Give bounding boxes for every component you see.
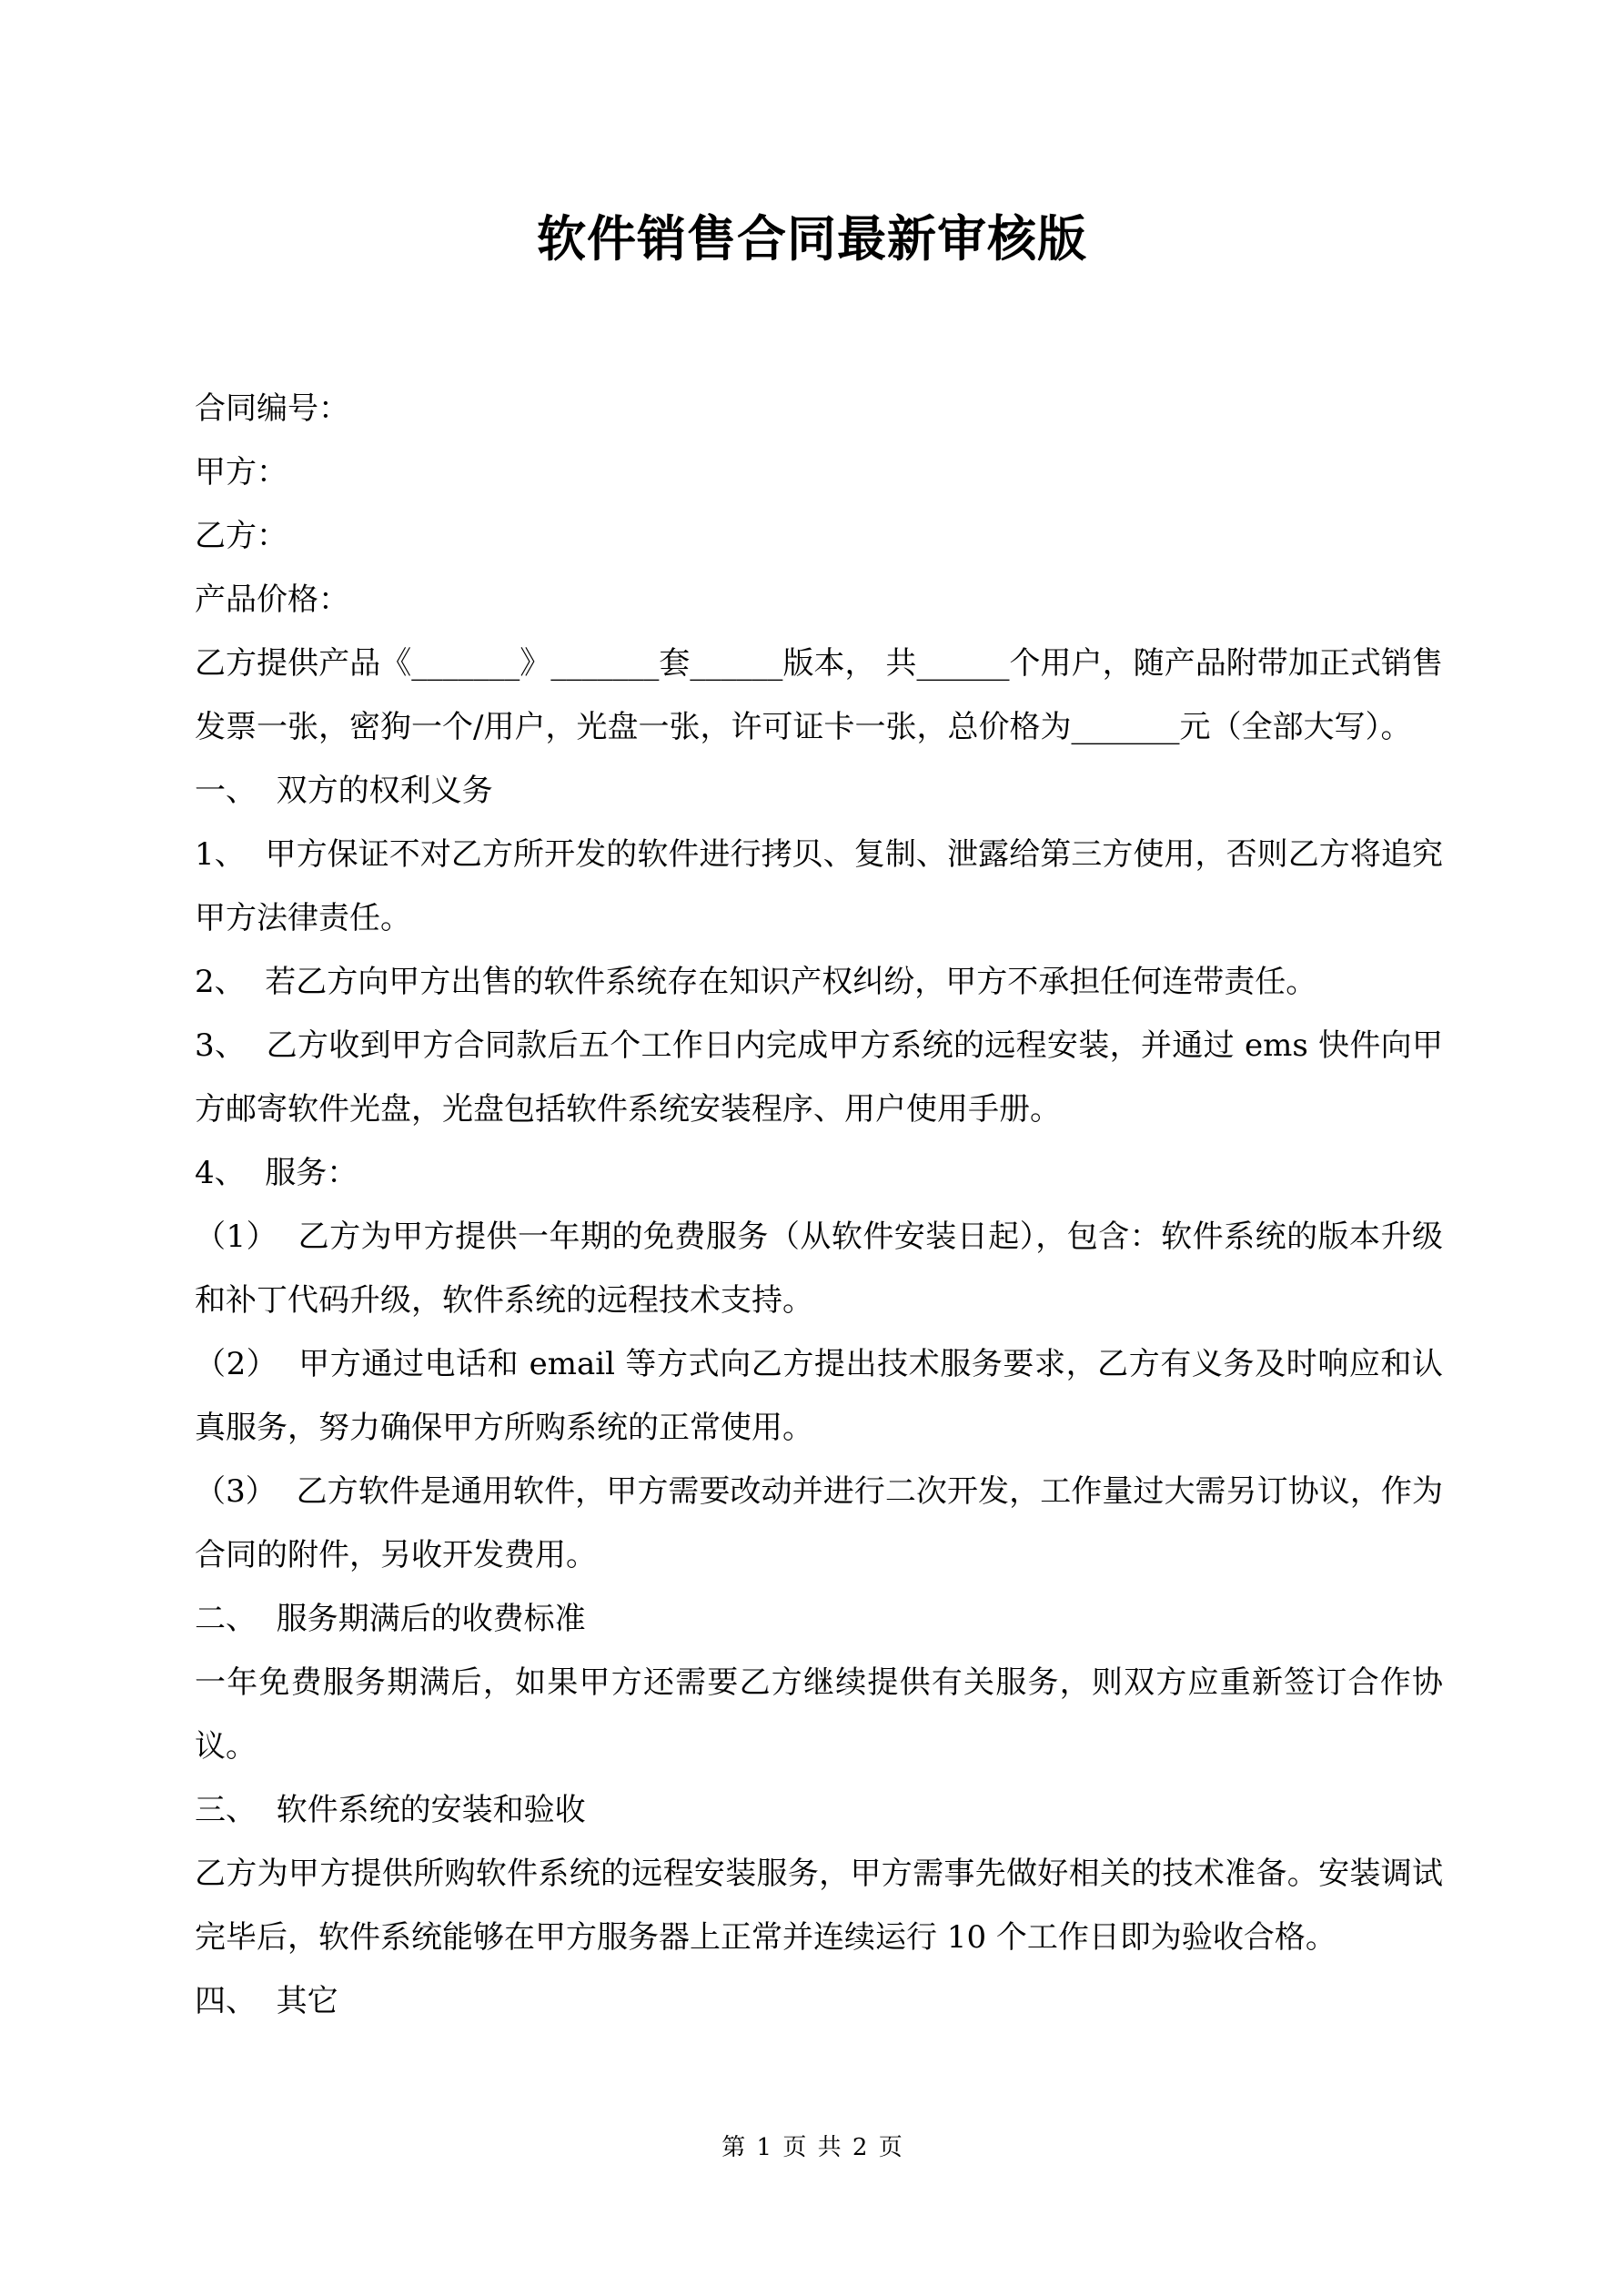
clause-1: 1、 甲方保证不对乙方所开发的软件进行拷贝、复制、泄露给第三方使用，否则乙方将追究甲方法律责任。 — [195, 836, 1443, 936]
service-item-1: （1） 乙方为甲方提供一年期的免费服务（从软件安装日起），包含：软件系统的版本升级和补丁代码升级，软件系统的远程技术支持。 — [195, 1219, 1443, 1319]
service-item-3: （3） 乙方软件是通用软件，甲方需要改动并进行二次开发，工作量过大需另订协议，作为合同的附件，另收开发费用。 — [195, 1473, 1443, 1573]
section-heading-fees: 二、 服务期满后的收费标准 — [195, 1601, 586, 1637]
contract-body — [195, 377, 1443, 2033]
party-a-line: 甲方： — [195, 454, 287, 491]
fees-paragraph: 一年免费服务期满后，如果甲方还需要乙方继续提供有关服务，则双方应重新签订合作协议。 — [195, 1664, 1443, 1765]
contract-number-line: 合同编号： — [195, 390, 349, 427]
document-title: 软件销售合同最新审核版 — [537, 210, 1087, 268]
product-price-line: 产品价格： — [195, 582, 349, 618]
party-b-line: 乙方： — [195, 518, 287, 554]
page-footer: 第 1 页 共 2 页 — [721, 2134, 903, 2161]
clause-2: 2、 若乙方向甲方出售的软件系统存在知识产权纠纷，甲方不承担任何连带责任。 — [195, 964, 1317, 1000]
section-heading-other: 四、 其它 — [195, 1983, 338, 2019]
section-heading-installation: 三、 软件系统的安装和验收 — [195, 1792, 586, 1828]
section-heading-rights: 一、 双方的权利义务 — [195, 773, 493, 809]
service-item-2: （2） 甲方通过电话和 email 等方式向乙方提出技术服务要求，乙方有义务及时响应和认真服务，努力确保甲方所购系统的正常使用。 — [195, 1346, 1443, 1446]
product-description-paragraph: 乙方提供产品《_______》_______套______版本， 共______个用户，随产品附带加正式销售发票一张，密狗一个/用户，光盘一张，许可证卡一张，总价格为_______元（全部大写）。 — [195, 645, 1443, 745]
installation-paragraph: 乙方为甲方提供所购软件系统的远程安装服务，甲方需事先做好相关的技术准备。安装调试完毕后，软件系统能够在甲方服务器上正常并连续运行 10 个工作日即为验收合格。 — [195, 1856, 1443, 1956]
clause-3: 3、 乙方收到甲方合同款后五个工作日内完成甲方系统的远程安装，并通过 ems 快件向甲方邮寄软件光盘，光盘包括软件系统安装程序、用户使用手册。 — [195, 1027, 1443, 1128]
clause-4: 4、 服务： — [195, 1155, 358, 1191]
